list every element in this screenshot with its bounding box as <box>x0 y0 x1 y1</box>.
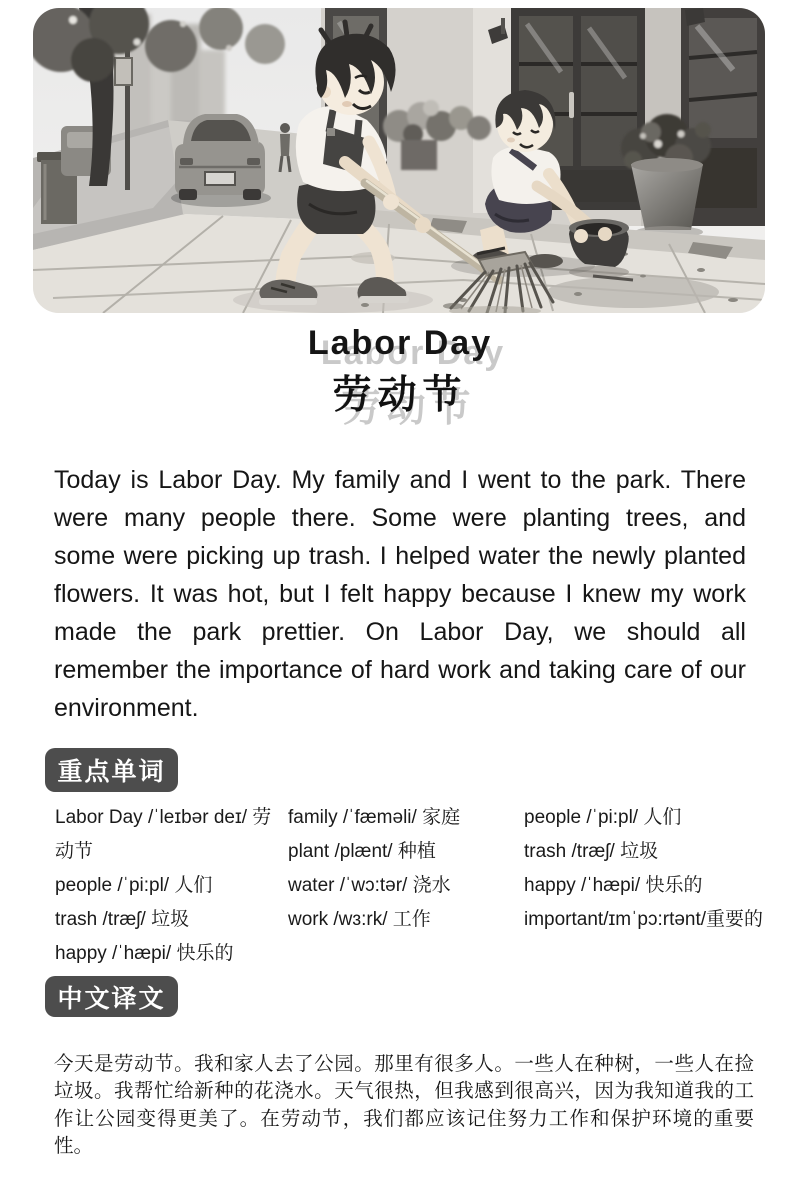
vocab-item: happy /ˈhæpi/ 快乐的 <box>524 875 703 896</box>
vocab-item: happy /ˈhæpi/ 快乐的 <box>55 943 234 964</box>
page-title-english: Labor Day <box>307 324 493 362</box>
key-words-badge: 重点单词 <box>45 748 178 792</box>
page-title-chinese: 劳动节 <box>332 374 468 417</box>
vocab-column-2 <box>288 801 524 971</box>
vocab-item: work /wɜ:rk/ 工作 <box>288 909 431 930</box>
street-scene <box>33 8 765 313</box>
vocab-item: plant /plænt/ 种植 <box>288 841 436 862</box>
dustpan-bucket <box>569 219 633 280</box>
vocabulary-list <box>55 801 775 971</box>
vocab-item: people /ˈpi:pl/ 人们 <box>524 807 682 828</box>
vocab-item: important/ɪmˈpɔ:rtənt/重要的 <box>524 909 764 930</box>
vocab-item: people /ˈpi:pl/ 人们 <box>55 875 213 896</box>
essay-paragraph: Today is Labor Day. My family and I went to the park. There were many people there. Some were planting trees, and some were picking up trash. I helped water the newly planted flowers. It was hot, but I felt happy because I knew my work made the park prettier. On Labor Day, we should all remember the importance of hard work and taking care of our environment. <box>54 466 746 722</box>
vocab-column-1 <box>55 801 288 971</box>
vocab-item: water /ˈwɔ:tər/ 浇水 <box>288 875 451 896</box>
vocab-item: Labor Day /ˈleɪbər deɪ/ 劳动节 <box>55 807 272 862</box>
vocab-item: trash /træʃ/ 垃圾 <box>55 909 190 930</box>
vocab-item: trash /træʃ/ 垃圾 <box>524 841 659 862</box>
chinese-translation-badge: 中文译文 <box>45 976 178 1017</box>
street-cleaning-illustration <box>33 8 765 313</box>
chinese-translation-paragraph: 今天是劳动节。我和家人去了公园。那里有很多人。一些人在种树，一些人在捡垃圾。我帮忙给新种的花浇水。天气很热，但我感到很高兴，因为我知道我的工作让公园变得更美了。在劳动节，我们都应该记住努力工作和保护环境的重要性。 <box>54 1052 754 1157</box>
vocab-item: family /ˈfæməli/ 家庭 <box>288 807 461 828</box>
vocab-column-3 <box>524 801 774 971</box>
